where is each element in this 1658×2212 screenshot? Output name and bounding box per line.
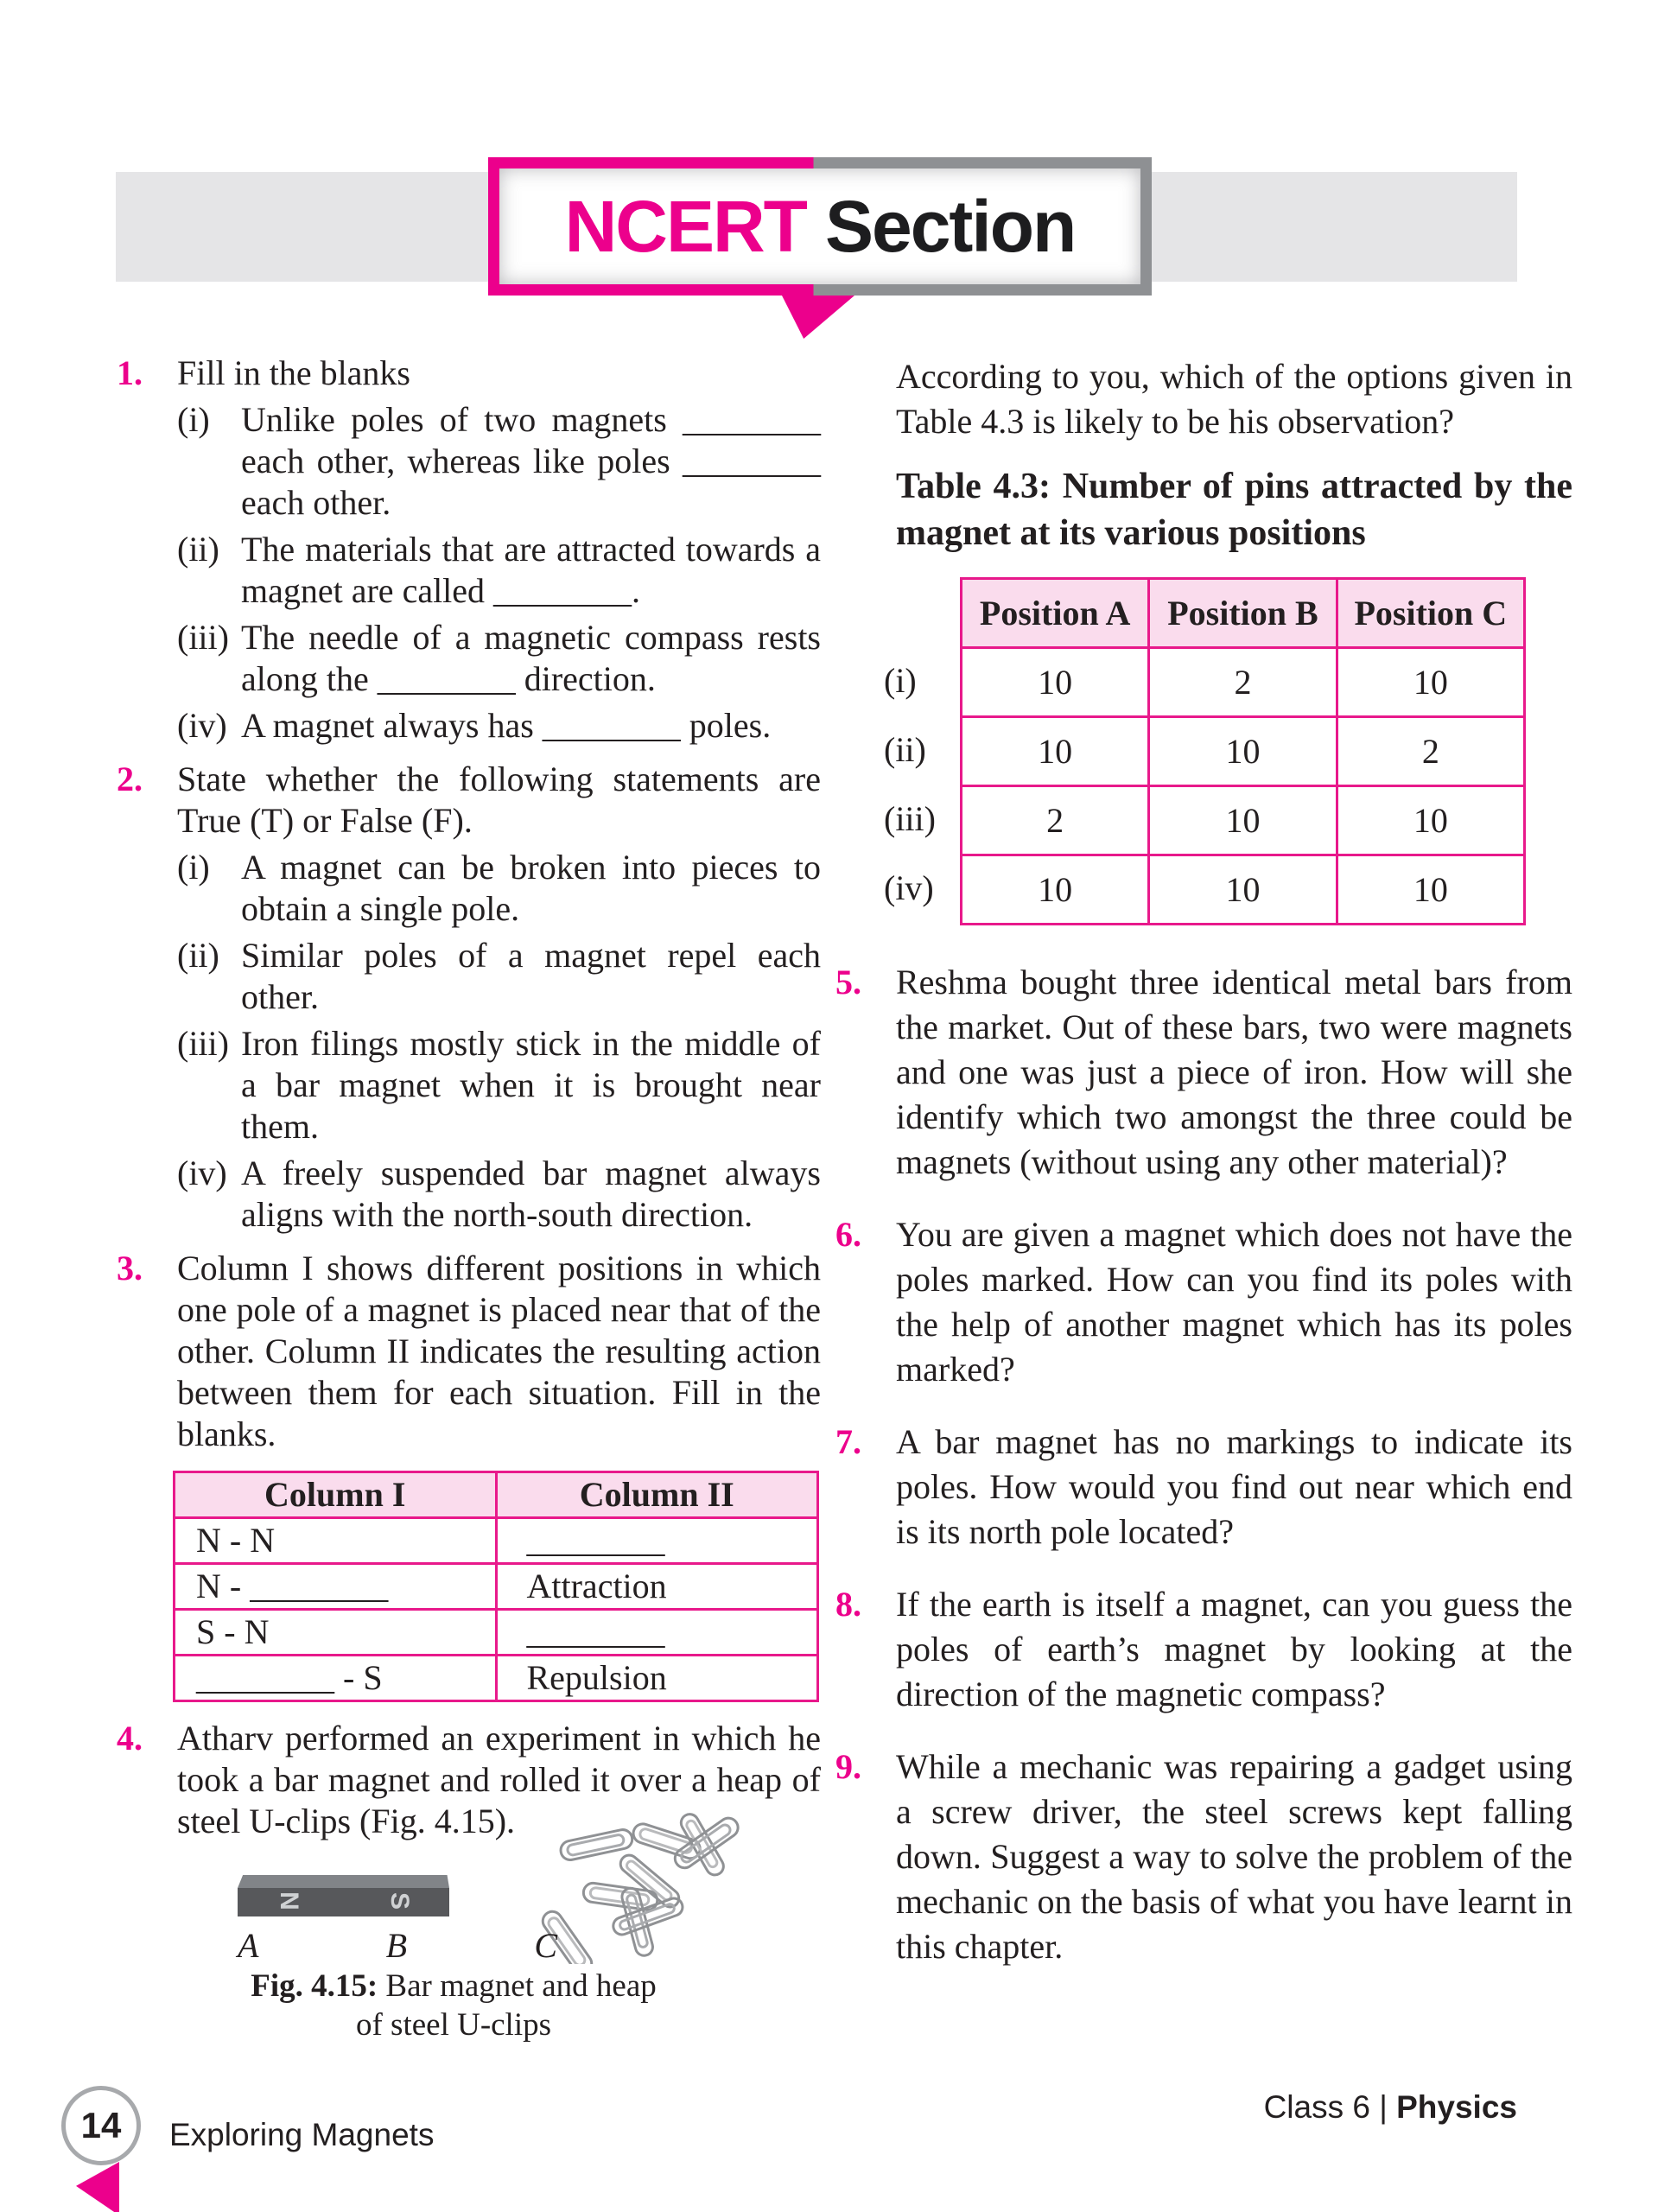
- corner-triangle-icon: [76, 2162, 119, 2212]
- item-text: A freely suspended bar magnet always aligns with the north-south direction.: [241, 1154, 821, 1234]
- question-1-item-i: [177, 399, 821, 524]
- item-text: The materials that are attracted towards a magnet are called ________.: [241, 530, 821, 610]
- position-label-a: A: [238, 1926, 259, 1965]
- row-label-i: (i): [884, 661, 917, 700]
- question-6-number: 6.: [835, 1215, 861, 1254]
- cell: ________ - S: [175, 1656, 497, 1701]
- figure-4-15: [117, 1865, 821, 2050]
- pins-table-wrap: [884, 577, 1526, 925]
- banner-speech-tail: [782, 296, 854, 339]
- cell: S - N: [175, 1610, 497, 1656]
- cell: N - N: [175, 1518, 497, 1564]
- question-6-text: You are given a magnet which does not have the poles marked. How can you find its poles with the help of another magnet which has its poles marked?: [896, 1215, 1572, 1389]
- question-4-text: Atharv performed an experiment in which he took a bar magnet and rolled it over a heap of steel U-clips (Fig. 4.15).: [177, 1719, 821, 1840]
- magnet-position-labels: [238, 1925, 557, 1967]
- question-5-number: 5.: [835, 963, 861, 1001]
- table-header-row: [175, 1472, 818, 1518]
- item-text: A magnet can be broken into pieces to obtain a single pole.: [241, 848, 821, 928]
- position-b-header: Position B: [1149, 579, 1337, 648]
- table-row: [962, 855, 1525, 925]
- question-1-number: 1.: [117, 353, 143, 392]
- question-7-text: A bar magnet has no markings to indicate its poles. How would you find out near which end is its north pole located?: [896, 1422, 1572, 1551]
- question-5: [835, 960, 1572, 1185]
- cell: Attraction: [496, 1564, 818, 1610]
- cell: 2: [1149, 648, 1337, 717]
- footer-subject-label: Physics: [1396, 2089, 1517, 2125]
- figure-caption-text: Bar magnet and heap of steel U-clips: [355, 1968, 657, 2043]
- row-label-iii: (iii): [884, 799, 936, 838]
- question-9-text: While a mechanic was repairing a gadget using a screw driver, the steel screws kept falling down. Suggest a way to solve the problem of the mechanic on the basis of what you have learnt in this chapter.: [896, 1747, 1572, 1966]
- cell: Repulsion: [496, 1656, 818, 1701]
- question-2-text: State whether the following statements are True (T) or False (F).: [177, 760, 821, 840]
- question-1-item-iv: [177, 705, 821, 747]
- item-label: (iii): [177, 618, 229, 657]
- question-1-item-iii: [177, 617, 821, 700]
- question-4-continuation: According to you, which of the options given in Table 4.3 is likely to be his observation?: [896, 357, 1572, 441]
- question-2-item-iv: [177, 1153, 821, 1236]
- pins-table-row-labels: [884, 646, 953, 923]
- table-row: [175, 1656, 818, 1701]
- question-2-number: 2.: [117, 760, 143, 798]
- question-2-item-i: [177, 847, 821, 930]
- item-label: (ii): [177, 936, 219, 975]
- position-label-b: B: [385, 1926, 408, 1965]
- question-2-item-ii: [177, 935, 821, 1018]
- question-7: [835, 1420, 1572, 1554]
- question-8: [835, 1582, 1572, 1717]
- footer-chapter-title: Exploring Magnets: [169, 2117, 435, 2152]
- left-column: [117, 353, 821, 2050]
- table-row: [175, 1610, 818, 1656]
- question-1: [117, 353, 821, 747]
- item-text: The needle of a magnetic compass rests along the ________ direction.: [241, 618, 821, 698]
- column-ii-header: Column II: [496, 1472, 818, 1518]
- item-label: (iii): [177, 1024, 229, 1063]
- position-label-c: C: [534, 1926, 557, 1965]
- right-column: [835, 354, 1572, 1997]
- row-label-ii: (ii): [884, 730, 926, 769]
- table-row: [962, 648, 1525, 717]
- question-1-item-ii: [177, 529, 821, 612]
- cell: 10: [962, 648, 1149, 717]
- cell: 10: [1337, 786, 1524, 855]
- question-3-number: 3.: [117, 1249, 143, 1287]
- item-label: (ii): [177, 530, 219, 569]
- item-text: Similar poles of a magnet repel each other.: [241, 936, 821, 1016]
- item-text: Unlike poles of two magnets ________ each other, whereas like poles ________ each other.: [241, 400, 821, 522]
- question-6: [835, 1212, 1572, 1392]
- question-3: [117, 1248, 821, 1455]
- banner-title-rest: Section: [824, 185, 1076, 267]
- table-row: [962, 786, 1525, 855]
- table-4-3-title: Table 4.3: Number of pins attracted by the magnet at its various positions: [896, 467, 1572, 553]
- footer-class-subject: [1264, 2089, 1517, 2126]
- column-match-table: [173, 1471, 819, 1702]
- item-text: A magnet always has ________ poles.: [241, 706, 772, 745]
- question-9-number: 9.: [835, 1747, 861, 1786]
- question-3-text: Column I shows different positions in which one pole of a magnet is placed near that of the other. Column II indicates the resulting action between them for each situation. Fill in the blanks.: [177, 1249, 821, 1453]
- cell: N - ________: [175, 1564, 497, 1610]
- question-8-text: If the earth is itself a magnet, can you guess the poles of earth’s magnet by looking at the direction of the magnetic compass?: [896, 1585, 1572, 1713]
- table-row: [962, 717, 1525, 786]
- cell: 10: [962, 717, 1149, 786]
- table-row: [175, 1518, 818, 1564]
- ncert-section-banner: [488, 157, 1152, 296]
- cell: 2: [962, 786, 1149, 855]
- item-label: (iv): [177, 1154, 227, 1192]
- cell: 10: [1149, 855, 1337, 925]
- cell: ________: [496, 1610, 818, 1656]
- question-8-number: 8.: [835, 1585, 861, 1624]
- footer-class-label: Class 6 |: [1263, 2089, 1397, 2125]
- banner-title-accent: NCERT: [564, 185, 806, 267]
- page-number-badge: [61, 2086, 141, 2165]
- magnet-south-label: S: [384, 1891, 414, 1910]
- question-5-text: Reshma bought three identical metal bars from the market. Out of these bars, two were magnets and one was just a piece of iron. How will she identify which two amongst the three could be magnets (without using any other material)?: [896, 963, 1572, 1181]
- question-1-text: Fill in the blanks: [177, 353, 410, 392]
- cell: 10: [962, 855, 1149, 925]
- question-2: [117, 759, 821, 1236]
- pins-table: [960, 577, 1526, 925]
- question-2-item-iii: [177, 1023, 821, 1147]
- column-i-header: Column I: [175, 1472, 497, 1518]
- item-text: Iron filings mostly stick in the middle of a bar magnet when it is brought near them.: [241, 1024, 821, 1146]
- position-a-header: Position A: [962, 579, 1149, 648]
- cell: ________: [496, 1518, 818, 1564]
- table-header-row: [962, 579, 1525, 648]
- table-row: [175, 1564, 818, 1610]
- item-label: (iv): [177, 706, 227, 745]
- question-9: [835, 1745, 1572, 1969]
- cell: 10: [1149, 786, 1337, 855]
- page-number: 14: [80, 2105, 122, 2145]
- item-label: (i): [177, 848, 210, 887]
- cell: 10: [1337, 648, 1524, 717]
- magnet-north-label: N: [274, 1891, 303, 1910]
- cell: 10: [1337, 855, 1524, 925]
- row-label-iv: (iv): [884, 868, 934, 907]
- question-4-number: 4.: [117, 1719, 143, 1758]
- cell: 10: [1149, 717, 1337, 786]
- figure-caption: [246, 1967, 661, 2044]
- figure-caption-label: Fig. 4.15:: [251, 1968, 378, 2004]
- magnet-top-face: [238, 1875, 449, 1888]
- question-7-number: 7.: [835, 1422, 861, 1461]
- bar-magnet-image: [238, 1875, 449, 1916]
- item-label: (i): [177, 400, 210, 439]
- position-c-header: Position C: [1337, 579, 1524, 648]
- banner-title: [499, 168, 1140, 284]
- cell: 2: [1337, 717, 1524, 786]
